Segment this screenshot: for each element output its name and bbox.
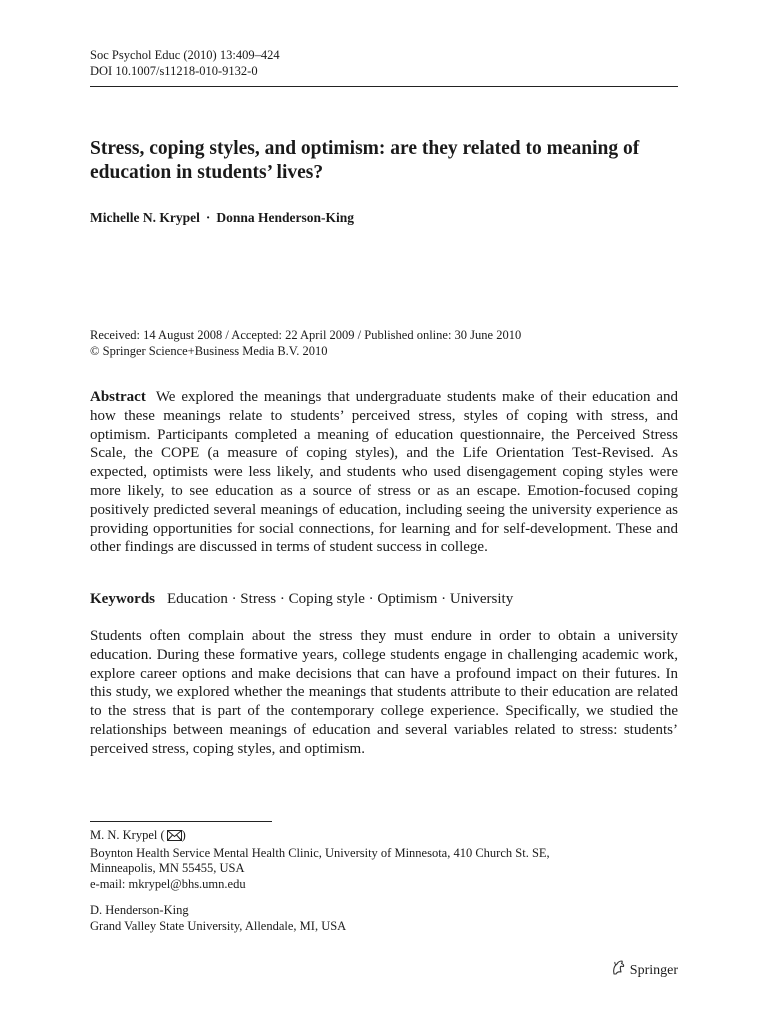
- footnote-author-1: [90, 828, 550, 892]
- footnote-author-1-name: M. N. Krypel (: [90, 828, 165, 842]
- publication-dates: Received: 14 August 2008 / Accepted: 22 April 2009 / Published online: 30 June 2010: [90, 328, 522, 342]
- footnote-divider: [90, 821, 272, 822]
- paper-page: [90, 0, 678, 1024]
- footnote-affiliation: Minneapolis, MN 55455, USA: [90, 861, 245, 875]
- author-name: Michelle N. Krypel: [90, 210, 200, 225]
- body-paragraph: Students often complain about the stress they must endure in order to obtain a university education. During these formative years, college students engage in challenging academic work, explore career options and make decisions that can have a profound impact on their futures. In this study, we explored whether the meanings that students attribute to their education are related to the stress that is part of the contemporary college experience. Specifically, we studied the relationships between meanings of education and several variables related to stress: students’ perceived stress, coping styles, and optimism.: [90, 628, 678, 757]
- journal-header: [90, 47, 280, 79]
- publisher-mark: [610, 959, 678, 982]
- publisher-name: Springer: [629, 962, 678, 978]
- footnote-author-1-name-line: [90, 828, 550, 846]
- footnote-author-1-name-close: ): [181, 828, 186, 842]
- abstract-label: Abstract: [90, 389, 146, 405]
- footnote-affiliation: Boynton Health Service Mental Health Clinic, University of Minnesota, 410 Church St. SE,: [90, 845, 550, 860]
- footnote-author-2: [90, 903, 346, 934]
- footnote-affiliation: Grand Valley State University, Allendale, MI, USA: [90, 918, 347, 933]
- keywords-label: Keywords: [90, 591, 155, 607]
- author-separator: ·: [205, 210, 211, 225]
- footnote-author-2-name: D. Henderson-King: [90, 903, 189, 917]
- keywords: [90, 590, 513, 609]
- doi: DOI 10.1007/s11218-010-9132-0: [90, 64, 258, 78]
- header-divider: [90, 86, 678, 87]
- author-list: [90, 209, 354, 227]
- springer-horse-logo-icon: [610, 959, 626, 982]
- article-title: Stress, coping styles, and optimism: are they related to meaning of education in students’ lives?: [90, 138, 640, 183]
- abstract-text: We explored the meanings that undergraduate students make of their education and how these meanings relate to students’ perceived stress, styles of coping with stress, and optimism. Participants completed a meaning of education questionnaire, the Perceived Stress Scale, the COPE (a measure of coping styles), and the Life Orientation Test-Revised. As expected, optimists were less likely, and students who used disengagement coping styles were more likely, to see education as a source of stress or as an escape. Emotion-focused coping positively predicted several meanings of education, including seeing the university experience as providing opportunities for social connections, for learning and for self-development. These and other findings are discussed in terms of student success in college.: [90, 389, 678, 556]
- copyright-notice: © Springer Science+Business Media B.V. 2010: [90, 344, 328, 358]
- author-name: Donna Henderson-King: [216, 210, 355, 225]
- journal-citation: Soc Psychol Educ (2010) 13:409–424: [90, 48, 280, 62]
- keywords-text: Education · Stress · Coping style · Optimism · University: [167, 591, 514, 607]
- publication-history: [90, 327, 521, 359]
- envelope-icon: [167, 830, 182, 846]
- footnote-email[interactable]: e-mail: mkrypel@bhs.umn.edu: [90, 876, 246, 891]
- abstract: [90, 388, 678, 557]
